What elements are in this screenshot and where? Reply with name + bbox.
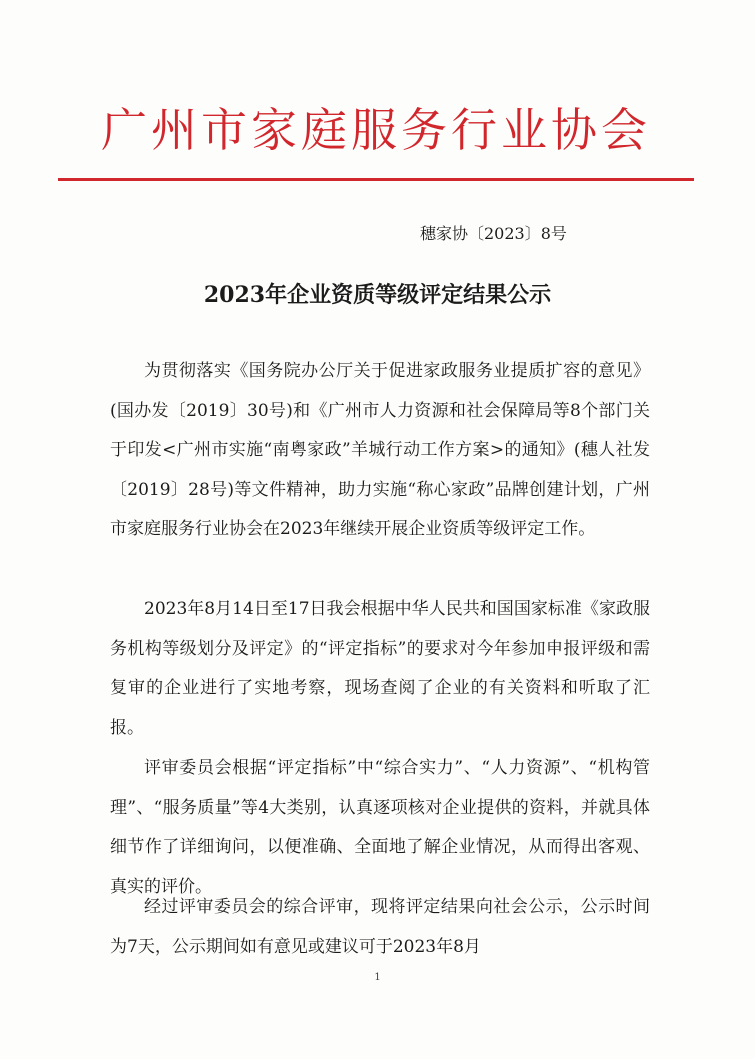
paragraph-3: 评审委员会根据“评定指标”中“综合实力”、“人力资源”、“机构管理”、“服务质量”等4大类别，认真逐项核对企业提供的资料，并就具体细节作了详细询问，以便准确、全面地了解企业情况，从而得出客观、真实的评价。 bbox=[110, 758, 650, 897]
paragraph-2: 2023年8月14日至17日我会根据中华人民共和国国家标准《家政服务机构等级划分及评定》的“评定指标”的要求对今年参加申报评级和需复审的企业进行了实地考察，现场查阅了企业的有关资料和听取了汇报。 bbox=[110, 599, 650, 738]
letterhead-org-name: 广州市家庭服务行业协会 bbox=[101, 103, 651, 157]
document-title: 2023年企业资质等级评定结果公示 bbox=[203, 282, 552, 308]
paragraph-4: 经过评审委员会的综合评审，现将评定结果向社会公示，公示时间为7天，公示期间如有意见或建议可于2023年8月 bbox=[110, 897, 650, 957]
letterhead-red-rule bbox=[58, 178, 694, 181]
page-number: 1 bbox=[374, 972, 381, 983]
document-number: 穗家协〔2023〕8号 bbox=[420, 224, 567, 243]
paragraph-1: 为贯彻落实《国务院办公厅关于促进家政服务业提质扩容的意见》(国办发〔2019〕30号)和《广州市人力资源和社会保障局等8个部门关于印发<广州市实施“南粤家政”羊城行动工作方案>的通知》(穗人社发〔2019〕28号)等文件精神，助力实施“称心家政”品牌创建计划，广州市家庭服务行业协会在2023年继续开展企业资质等级评定工作。 bbox=[110, 361, 650, 540]
